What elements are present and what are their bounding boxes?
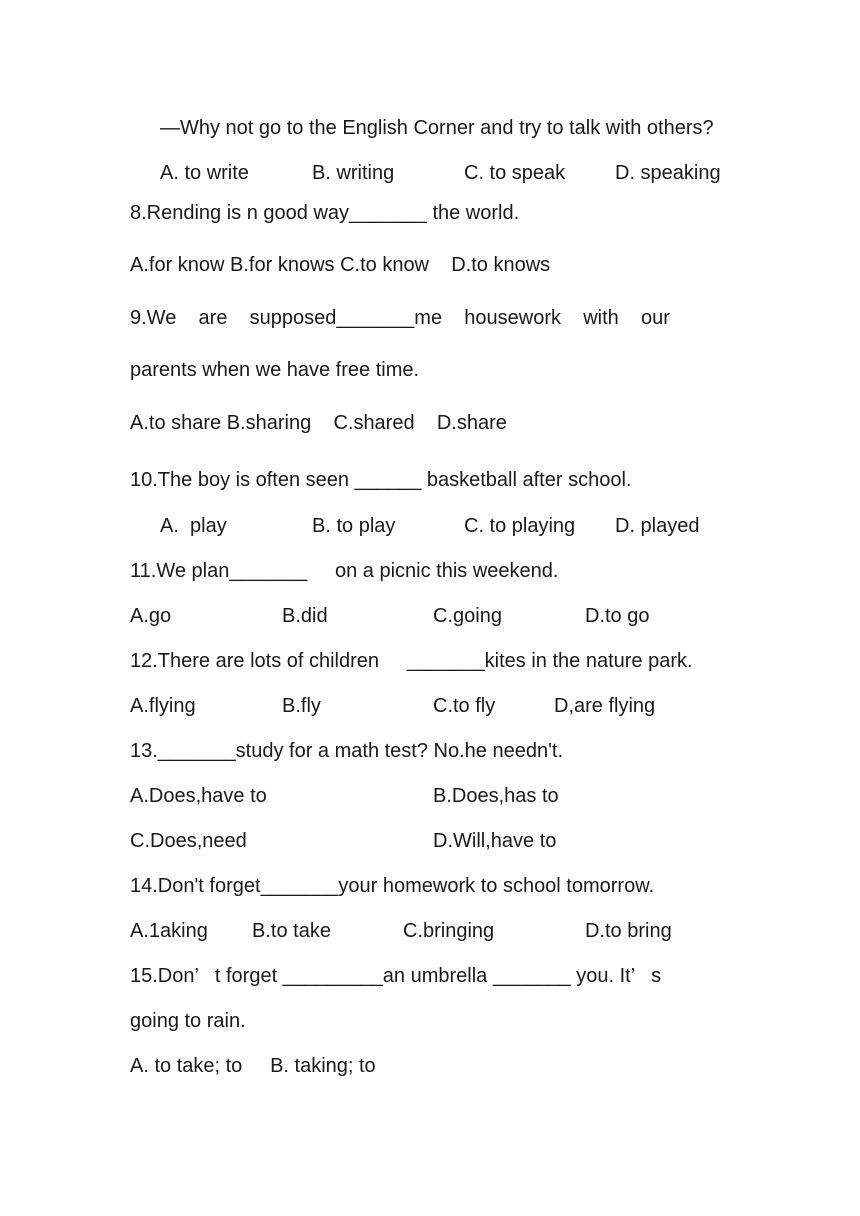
q14-option-a: A.1aking	[130, 920, 208, 942]
q13-option-b: B.Does,has to	[433, 785, 559, 807]
question-7-dialogue-line: —Why not go to the English Corner and try to talk with others?	[160, 117, 714, 139]
question-13: 13._______study for a math test? No.he needn't.	[130, 740, 564, 762]
q13-option-d: D.Will,have to	[433, 830, 557, 852]
q12-option-b: B.fly	[282, 695, 321, 717]
q11-option-d: D.to go	[585, 605, 650, 627]
question-8: 8.Rending is n good way_______ the world.	[130, 202, 520, 224]
q7-option-c: C. to speak	[464, 162, 566, 184]
q7-option-a: A. to write	[160, 162, 249, 184]
q11-option-c: C.going	[433, 605, 502, 627]
q10-option-a: A. play	[160, 515, 227, 537]
q13-option-c: C.Does,need	[130, 830, 247, 852]
q12-option-c: C.to fly	[433, 695, 496, 717]
question-15-cont: going to rain.	[130, 1010, 246, 1032]
q15-options: A. to take; to B. taking; to	[130, 1055, 376, 1077]
q9-options: A.to share B.sharing C.shared D.share	[130, 412, 507, 434]
q10-option-d: D. played	[615, 515, 700, 537]
q7-option-b: B. writing	[312, 162, 395, 184]
q13-option-a: A.Does,have to	[130, 785, 267, 807]
question-9: 9.We are supposed_______me housework with our	[130, 307, 670, 329]
question-14: 14.Don't forget_______your homework to school tomorrow.	[130, 875, 655, 897]
question-12: 12.There are lots of children _______kites in the nature park.	[130, 650, 693, 672]
q11-option-a: A.go	[130, 605, 172, 627]
q14-option-b: B.to take	[252, 920, 331, 942]
q14-option-d: D.to bring	[585, 920, 672, 942]
question-10: 10.The boy is often seen ______ basketball after school.	[130, 469, 632, 491]
question-11: 11.We plan_______ on a picnic this weekend.	[130, 560, 559, 582]
q7-option-d: D. speaking	[615, 162, 721, 184]
q12-option-d: D,are flying	[554, 695, 656, 717]
q14-option-c: C.bringing	[403, 920, 495, 942]
q10-option-c: C. to playing	[464, 515, 576, 537]
q8-options: A.for know B.for knows C.to know D.to knows	[130, 254, 551, 276]
question-15: 15.Don’ t forget _________an umbrella _______ you. It’ s	[130, 965, 662, 987]
q11-option-b: B.did	[282, 605, 328, 627]
question-9-cont: parents when we have free time.	[130, 359, 420, 381]
q12-option-a: A.flying	[130, 695, 196, 717]
q10-option-b: B. to play	[312, 515, 396, 537]
